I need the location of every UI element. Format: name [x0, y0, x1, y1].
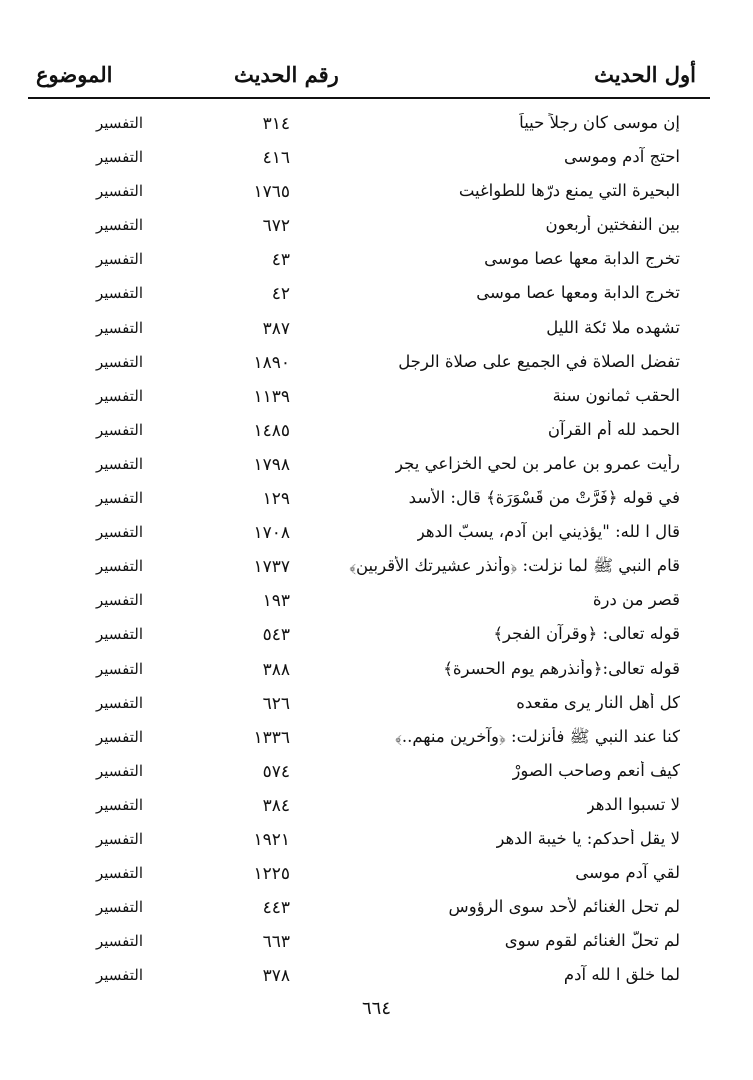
hadith-topic: التفسير: [96, 727, 144, 746]
hadith-number: ١٢٢٥: [253, 864, 290, 885]
hadith-topic: التفسير: [96, 625, 144, 644]
header-rule: [28, 97, 710, 99]
page-number: ٦٦٤: [361, 998, 391, 1019]
hadith-index-table: [28, 109, 710, 995]
hadith-first-words: كل أهل النار يرى مقعده: [516, 692, 680, 712]
hadith-first-words: الحمد لله أم القرآن: [547, 419, 680, 439]
hadith-first-words: لا تسبوا الدهر: [586, 794, 680, 814]
hadith-number: ٣٧٨: [262, 966, 290, 987]
hadith-topic: التفسير: [96, 420, 144, 439]
table-row: [28, 484, 710, 518]
hadith-number: ١٧٣٧: [253, 557, 290, 578]
table-row: [28, 279, 710, 313]
table-row: [28, 689, 710, 723]
hadith-first-words: في قوله ﴿فَرَّتْ من قَسْوَرَة﴾ قال: الأسد: [408, 488, 680, 508]
hadith-first-words: لما خلق ا لله آدم: [563, 965, 680, 985]
table-row: [28, 655, 710, 689]
hadith-first-words: قوله تعالى:﴿وأنذرهم يوم الحسرة﴾: [443, 658, 680, 678]
table-row: [28, 927, 710, 961]
hadith-topic: التفسير: [96, 898, 144, 917]
hadith-topic: التفسير: [96, 216, 144, 235]
hadith-first-words: قام النبي ﷺ لما نزلت: ﴿وأنذر عشيرتك الأقربين﴾: [349, 556, 680, 576]
table-row: [28, 552, 710, 586]
hadith-first-words: تشهده ملا ئكة الليل: [546, 317, 680, 337]
hadith-number: ١٩٣: [262, 591, 290, 612]
table-row: [28, 791, 710, 825]
hadith-first-words: كنا عند النبي ﷺ فأنزلت: ﴿وآخرين منهم..﴾: [395, 726, 680, 746]
hadith-first-words: قوله تعالى: ﴿وقرآن الفجر﴾: [493, 624, 680, 644]
table-row: [28, 143, 710, 177]
hadith-first-words: تخرج الدابة ومعها عصا موسى: [476, 283, 680, 303]
hadith-first-words: لا يقل أحدكم: يا خيبة الدهر: [496, 828, 680, 848]
hadith-first-words: البحيرة التي يمنع درّها للطواغيت: [458, 181, 680, 201]
hadith-topic: التفسير: [96, 489, 144, 508]
table-row: [28, 450, 710, 484]
hadith-number: ١٨٩٠: [253, 352, 290, 373]
hadith-number: ١٩٢١: [253, 829, 290, 850]
hadith-first-words: كيف أنعم وصاحب الصورْ: [512, 760, 680, 780]
hadith-topic: التفسير: [96, 454, 144, 473]
table-header: [28, 62, 710, 96]
hadith-topic: التفسير: [96, 829, 144, 848]
hadith-topic: التفسير: [96, 182, 144, 201]
hadith-topic: التفسير: [96, 318, 144, 337]
hadith-number: ٤٤٣: [262, 898, 290, 919]
hadith-topic: التفسير: [96, 352, 144, 371]
hadith-topic: التفسير: [96, 148, 144, 167]
table-row: [28, 961, 710, 995]
hadith-number: ١٣٣٦: [253, 727, 290, 748]
hadith-first-words: لم تحل الغنائم لأحد سوى الرؤوس: [448, 897, 680, 917]
hadith-topic: التفسير: [96, 284, 144, 303]
table-row: [28, 893, 710, 927]
hadith-number: ٦٢٦: [262, 693, 290, 714]
hadith-first-words: بين النفختين أربعون: [545, 215, 680, 235]
hadith-topic: التفسير: [96, 864, 144, 883]
hadith-topic: التفسير: [96, 693, 144, 712]
table-row: [28, 109, 710, 143]
hadith-number: ١٤٨٥: [253, 420, 290, 441]
hadith-number: ١١٣٩: [253, 386, 290, 407]
hadith-first-words: إن موسى كان رجلاً حيياً: [519, 113, 680, 132]
hadith-first-words: لم تحلّ الغنائم لقوم سوى: [504, 931, 680, 951]
table-row: [28, 416, 710, 450]
table-row: [28, 518, 710, 552]
hadith-topic: التفسير: [96, 557, 144, 576]
hadith-number: ٣٨٧: [262, 318, 290, 339]
table-row: [28, 723, 710, 757]
table-row: [28, 825, 710, 859]
hadith-topic: التفسير: [96, 591, 144, 610]
table-row: [28, 177, 710, 211]
table-row: [28, 245, 710, 279]
hadith-topic: التفسير: [96, 114, 144, 132]
hadith-topic: التفسير: [96, 250, 144, 269]
hadith-number: ٣٨٨: [262, 659, 290, 680]
hadith-number: ١٧٩٨: [253, 454, 290, 475]
hadith-number: ٤٢: [271, 284, 290, 305]
table-row: [28, 314, 710, 348]
hadith-first-words: رأيت عمرو بن عامر بن لحي الخزاعي يجر: [395, 453, 680, 473]
hadith-number: ٤١٦: [262, 148, 290, 169]
hadith-number: ٥٤٣: [262, 625, 290, 646]
table-row: [28, 348, 710, 382]
header-topic: الموضوع: [36, 62, 113, 87]
hadith-first-words: قصر من درة: [592, 590, 680, 610]
hadith-number: ٥٧٤: [262, 761, 290, 782]
hadith-topic: التفسير: [96, 966, 144, 985]
hadith-number: ٣٨٤: [262, 795, 290, 816]
hadith-first-words: تخرج الدابة معها عصا موسى: [484, 249, 680, 269]
header-hadith-number: رقم الحديث: [234, 62, 339, 87]
table-row: [28, 382, 710, 416]
hadith-first-words: احتج آدم وموسى: [564, 147, 680, 167]
table-row: [28, 859, 710, 893]
hadith-number: ١٧٠٨: [253, 523, 290, 544]
hadith-number: ١٢٩: [262, 489, 290, 510]
hadith-first-words: قال ا لله: "يؤذيني ابن آدم، يسبّ الدهر: [416, 522, 680, 542]
header-first-words: أول الحديث: [594, 62, 696, 87]
hadith-topic: التفسير: [96, 761, 144, 780]
hadith-topic: التفسير: [96, 795, 144, 814]
hadith-number: ٤٣: [271, 250, 290, 271]
hadith-topic: التفسير: [96, 659, 144, 678]
hadith-first-words: الحقب ثمانون سنة: [552, 385, 680, 405]
hadith-number: ١٧٦٥: [253, 182, 290, 203]
hadith-topic: التفسير: [96, 386, 144, 405]
table-row: [28, 757, 710, 791]
hadith-first-words: لقي آدم موسى: [575, 863, 680, 883]
table-row: [28, 586, 710, 620]
hadith-topic: التفسير: [96, 523, 144, 542]
hadith-first-words: تفضل الصلاة في الجميع على صلاة الرجل: [398, 351, 680, 371]
hadith-number: ٦٧٢: [262, 216, 290, 237]
hadith-number: ٣١٤: [262, 114, 290, 134]
table-row: [28, 211, 710, 245]
hadith-number: ٦٦٣: [262, 932, 290, 953]
hadith-topic: التفسير: [96, 932, 144, 951]
table-row: [28, 620, 710, 654]
